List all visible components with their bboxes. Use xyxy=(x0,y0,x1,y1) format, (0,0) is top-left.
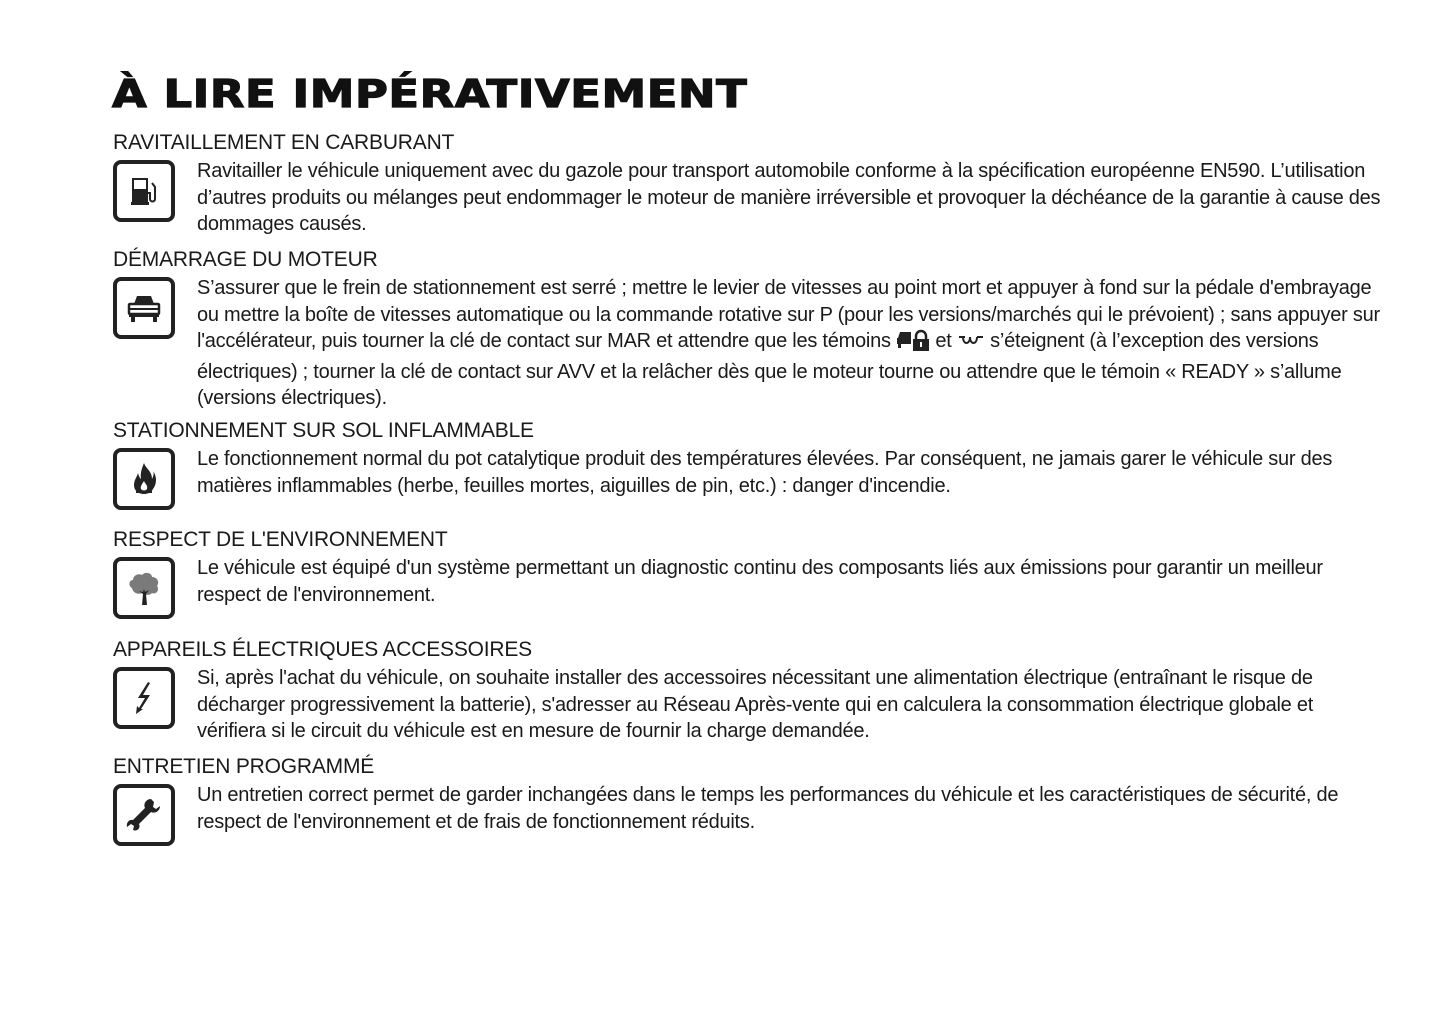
section-heading: DÉMARRAGE DU MOTEUR xyxy=(113,248,378,271)
section-scheduled-maintenance xyxy=(113,754,1383,846)
page-title: À LIRE IMPÉRATIVEMENT xyxy=(112,72,748,116)
section-text: Si, après l'achat du véhicule, on souhaite installer des accessoires nécessitant une alimentation électrique (entraînant le risque de décharger progressivement la batterie), s'adresser au Réseau Après-vente qui en calculera la consommation électrique globale et vérifiera si le circuit du véhicule est en mesure de fournir la charge demandée. xyxy=(197,667,1314,742)
lightning-bolt-icon xyxy=(113,667,175,729)
wrench-icon xyxy=(113,784,175,846)
section-heading: RESPECT DE L'ENVIRONNEMENT xyxy=(113,528,448,551)
glow-plug-icon xyxy=(957,332,985,359)
section-heading: RAVITAILLEMENT EN CARBURANT xyxy=(113,131,455,154)
immobilizer-lock-icon xyxy=(896,329,930,359)
section-electrical-accessories xyxy=(113,637,1383,745)
section-heading: STATIONNEMENT SUR SOL INFLAMMABLE xyxy=(113,419,534,442)
section-text-part-2: s’éteignent (à l’exception des versions électriques) ; tourner la clé de contact sur AVV et la relâcher dès que le moteur tourne ou attendre que le témoin « READY » s’allume (versions électriques). xyxy=(197,330,1342,409)
section-flammable-parking xyxy=(113,418,1383,510)
section-text xyxy=(197,275,1383,412)
section-heading: ENTRETIEN PROGRAMMÉ xyxy=(113,755,375,778)
section-engine-start xyxy=(113,247,1383,412)
section-text: Le fonctionnement normal du pot catalytique produit des températures élevées. Par conséquent, ne jamais garer le véhicule sur des matières inflammables (herbe, feuilles mortes, aiguilles de pin, etc.) : danger d'incendie. xyxy=(197,448,1333,497)
section-heading: APPAREILS ÉLECTRIQUES ACCESSOIRES xyxy=(113,638,532,661)
section-environment xyxy=(113,527,1383,619)
flame-icon xyxy=(113,448,175,510)
section-text: Ravitailler le véhicule uniquement avec du gazole pour transport automobile conforme à la spécification européenne EN590. L’utilisation d’autres produits ou mélanges peut endommager le moteur de manière irréversible et provoquer la déchéance de la garantie à cause des dommages causés. xyxy=(197,160,1381,235)
section-fuel xyxy=(113,130,1383,238)
section-text-part-1: S’assurer que le frein de stationnement est serré ; mettre le levier de vitesses au point mort et appuyer à fond sur la pédale d'embrayage ou mettre la boîte de vitesses automatique ou la commande rotative sur P (pour les versions/marchés qui le prévoient) ; sans appuyer sur l'accélérateur, puis tourner la clé de contact sur MAR et attendre que les témoins xyxy=(197,277,1380,352)
car-front-icon xyxy=(113,277,175,339)
section-text: Un entretien correct permet de garder inchangées dans le temps les performances du véhicule et les caractéristiques de sécurité, de respect de l'environnement et de frais de fonctionnement réduits. xyxy=(197,784,1339,833)
fuel-pump-icon xyxy=(113,160,175,222)
section-text: Le véhicule est équipé d'un système permettant un diagnostic continu des composants liés aux émissions pour garantir un meilleur respect de l'environnement. xyxy=(197,557,1323,606)
connector-text: et xyxy=(935,330,952,352)
tree-icon xyxy=(113,557,175,619)
